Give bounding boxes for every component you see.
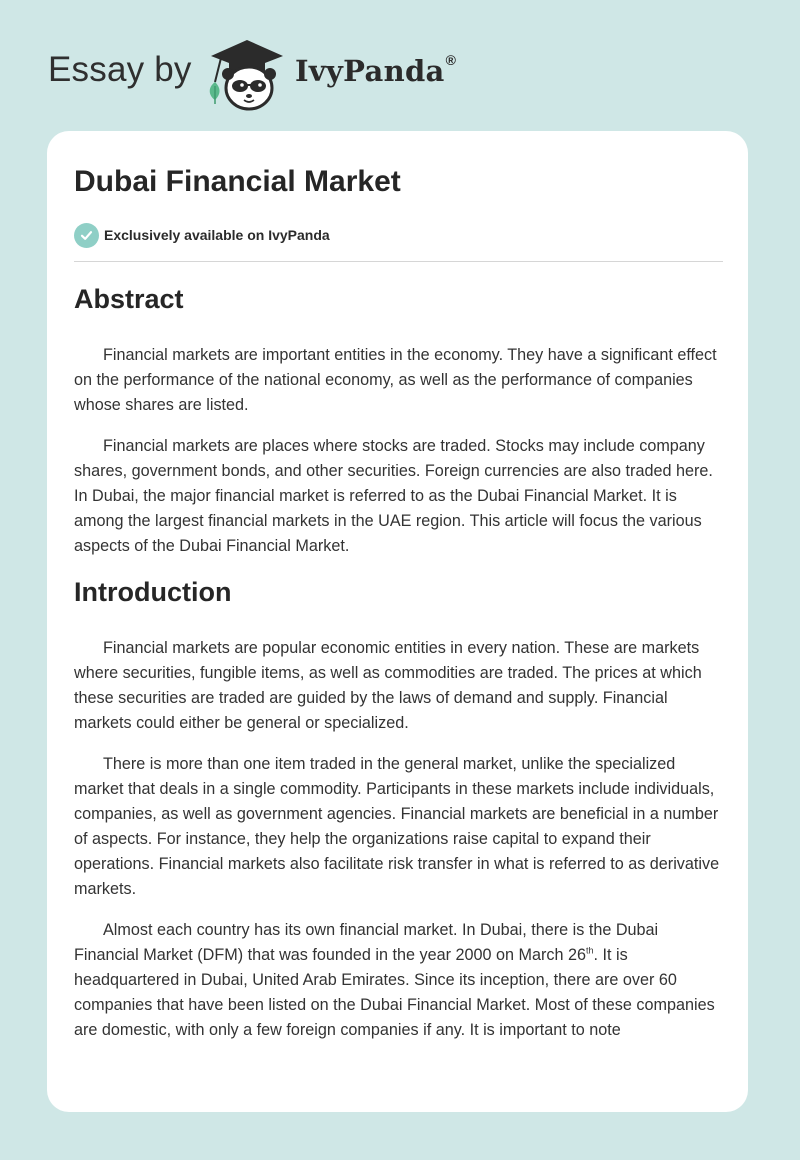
article-title: Dubai Financial Market bbox=[74, 165, 401, 198]
abstract-paragraph-1: Financial markets are important entities in the economy. They have a significant effect on the performance of the national economy, as well as the performance of companies whose shares are listed. bbox=[74, 346, 717, 414]
title-divider bbox=[74, 261, 723, 262]
check-circle-icon bbox=[74, 223, 99, 248]
exclusive-badge bbox=[74, 222, 330, 248]
panda-graduate-icon[interactable] bbox=[201, 36, 293, 112]
essay-by-label: Essay by bbox=[48, 50, 192, 89]
site-header bbox=[48, 32, 508, 112]
paragraph-3-text-end: . It is headquartered in Dubai, United Arab Emirates. Since its inception, there are over 60 companies that have been listed on the Dubai Financial Market. Most of these companies are domestic, with only a few foreign companies if any. It is important to note bbox=[74, 946, 715, 1039]
brand-name[interactable] bbox=[295, 54, 456, 88]
registered-mark: ® bbox=[445, 52, 457, 68]
introduction-paragraph-2: There is more than one item traded in the general market, unlike the specialized market that deals in a single commodity. Participants in these markets include individuals, companies, as well as government agencies. Financial markets are beneficial in a number of aspects. For instance, they help the organizations raise capital to expand their operations. Financial markets also facilitate risk transfer in what is referred to as derivative markets. bbox=[74, 755, 720, 898]
brand-label: IvyPanda bbox=[295, 54, 445, 88]
section-heading-abstract: Abstract bbox=[74, 284, 184, 314]
exclusive-label: Exclusively available on IvyPanda bbox=[104, 227, 330, 243]
section-heading-introduction: Introduction bbox=[74, 577, 232, 607]
introduction-paragraph-3 bbox=[74, 918, 724, 1043]
ordinal-suffix: th bbox=[585, 945, 594, 956]
introduction-paragraph-1: Financial markets are popular economic entities in every nation. These are markets where securities, fungible items, as well as commodities are traded. The prices at which these securities are traded are guided by the laws of demand and supply. Financial markets could either be general or specialized. bbox=[74, 639, 702, 732]
article-card bbox=[47, 131, 748, 1112]
abstract-paragraph-2: Financial markets are places where stocks are traded. Stocks may include company shares, government bonds, and other securities. Foreign currencies are also traded here. In Dubai, the major financial market is referred to as the Dubai Financial Market. It is among the largest financial markets in the UAE region. This article will focus the various aspects of the Dubai Financial Market. bbox=[74, 437, 713, 555]
paragraph-3-text-start: Almost each country has its own financial market. In Dubai, there is the Dubai Financial Market (DFM) that was founded in the year 2000 on March 26 bbox=[74, 921, 659, 964]
